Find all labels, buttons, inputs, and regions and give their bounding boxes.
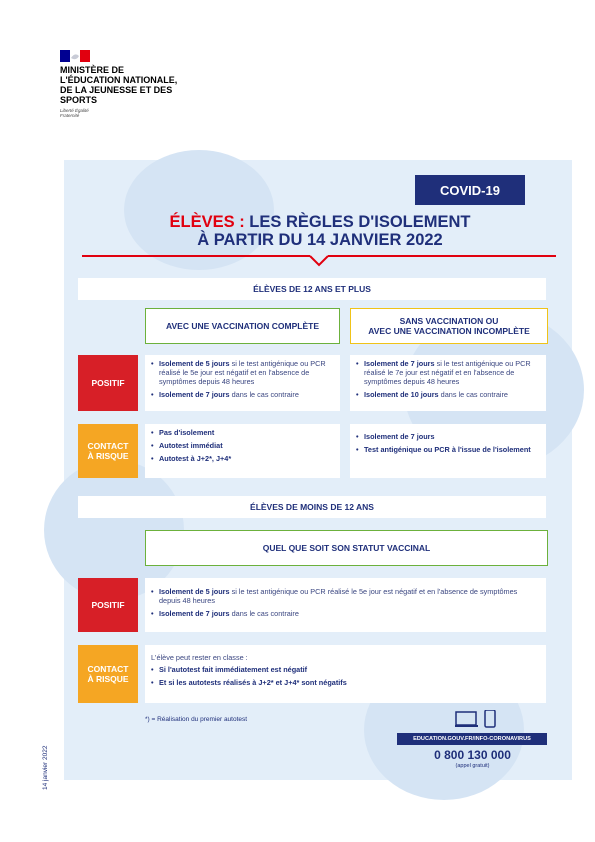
item-bold: Isolement de 7 jours <box>364 359 435 368</box>
marianne-flag-logo <box>60 50 90 62</box>
list-item <box>151 609 540 618</box>
item-bold: Isolement de 5 jours <box>159 587 230 596</box>
ministry-name: MINISTÈRE DE L'ÉDUCATION NATIONALE, DE LA JEUNESSE ET DES SPORTS <box>60 65 178 105</box>
list-item: • Autotest immédiat <box>151 441 334 450</box>
laptop-phone-icon <box>455 710 500 730</box>
page-title <box>80 213 560 249</box>
column-heading-line: SANS VACCINATION OU <box>399 316 499 326</box>
contact-label-line: À RISQUE <box>87 451 129 461</box>
positif-vaccinated-cell <box>145 355 340 411</box>
list-item <box>151 390 334 399</box>
list-item <box>356 390 540 399</box>
contact-under-12-cell <box>145 645 546 703</box>
title-highlight: ÉLÈVES : <box>169 213 245 231</box>
column-heading-any-status: QUEL QUE SOIT SON STATUT VACCINAL <box>145 530 548 566</box>
side-date-text: 14 janvier 2022 <box>42 745 49 790</box>
item-bold: Isolement de 7 jours <box>159 609 230 618</box>
contact-label <box>78 645 138 703</box>
section-heading-12-plus: ÉLÈVES DE 12 ANS ET PLUS <box>78 278 546 300</box>
title-line1: LES RÈGLES D'ISOLEMENT <box>244 213 471 231</box>
website-link[interactable]: EDUCATION.GOUV.FR/INFO-CORONAVIRUS <box>397 733 547 745</box>
item-bold: Isolement de 10 jours <box>364 390 439 399</box>
positif-unvaccinated-cell <box>350 355 546 411</box>
covid-badge: COVID-19 <box>415 175 525 205</box>
title-underline <box>82 254 556 268</box>
title-line2: À PARTIR DU 14 JANVIER 2022 <box>197 231 443 249</box>
column-heading-unvaccinated <box>350 308 548 344</box>
side-date <box>42 720 52 790</box>
item-text: si le test antigénique ou PCR réalisé le 7e jour est négatif et en l'absence de symptômes depuis 48 heures <box>364 359 531 386</box>
contact-vaccinated-cell <box>145 424 340 478</box>
list-item: • Si l'autotest fait immédiatement est négatif <box>151 665 540 674</box>
item-text: dans le cas contraire <box>438 390 508 399</box>
list-item <box>151 359 334 386</box>
footnote: *) = Réalisation du premier autotest <box>145 716 248 723</box>
contact-label <box>78 424 138 478</box>
positif-label: POSITIF <box>78 578 138 632</box>
virus-background-shape <box>124 150 274 270</box>
contact-intro: L'élève peut rester en classe : <box>151 653 248 662</box>
item-bold: Isolement de 7 jours <box>159 390 230 399</box>
list-item: • Test antigénique ou PCR à l'issue de l'isolement <box>356 445 540 454</box>
positif-label: POSITIF <box>78 355 138 411</box>
list-item: • Et si les autotests réalisés à J+2* et J+4* sont négatifs <box>151 678 540 687</box>
list-item: • Isolement de 7 jours <box>356 432 540 441</box>
contact-label-line: CONTACT <box>87 441 129 451</box>
list-item <box>356 359 540 386</box>
contact-unvaccinated-cell <box>350 424 546 478</box>
list-item <box>151 587 540 605</box>
item-text: dans le cas contraire <box>229 390 299 399</box>
phone-number: 0 800 130 000 <box>434 748 511 762</box>
phone-note: (appel gratuit) <box>455 763 490 769</box>
contact-label-line: À RISQUE <box>87 674 129 684</box>
item-text: dans le cas contraire <box>229 609 299 618</box>
list-item: • Pas d'isolement <box>151 428 334 437</box>
item-text: si le test antigénique ou PCR réalisé le 5e jour est négatif et en l'absence de symptômes depuis 48 heures <box>159 359 326 386</box>
list-item: • Autotest à J+2*, J+4* <box>151 454 334 463</box>
column-heading-line: AVEC UNE VACCINATION INCOMPLÈTE <box>368 326 530 336</box>
positif-under-12-cell <box>145 578 546 632</box>
section-heading-under-12: ÉLÈVES DE MOINS DE 12 ANS <box>78 496 546 518</box>
contact-label-line: CONTACT <box>87 664 129 674</box>
column-heading-vaccinated: AVEC UNE VACCINATION COMPLÈTE <box>145 308 340 344</box>
republic-motto: Liberté Égalité Fraternité <box>60 108 89 118</box>
item-bold: Isolement de 5 jours <box>159 359 230 368</box>
item-text: si le test antigénique ou PCR réalisé le 5e jour est négatif et en l'absence de symptômes depuis 48 heures <box>159 587 518 605</box>
